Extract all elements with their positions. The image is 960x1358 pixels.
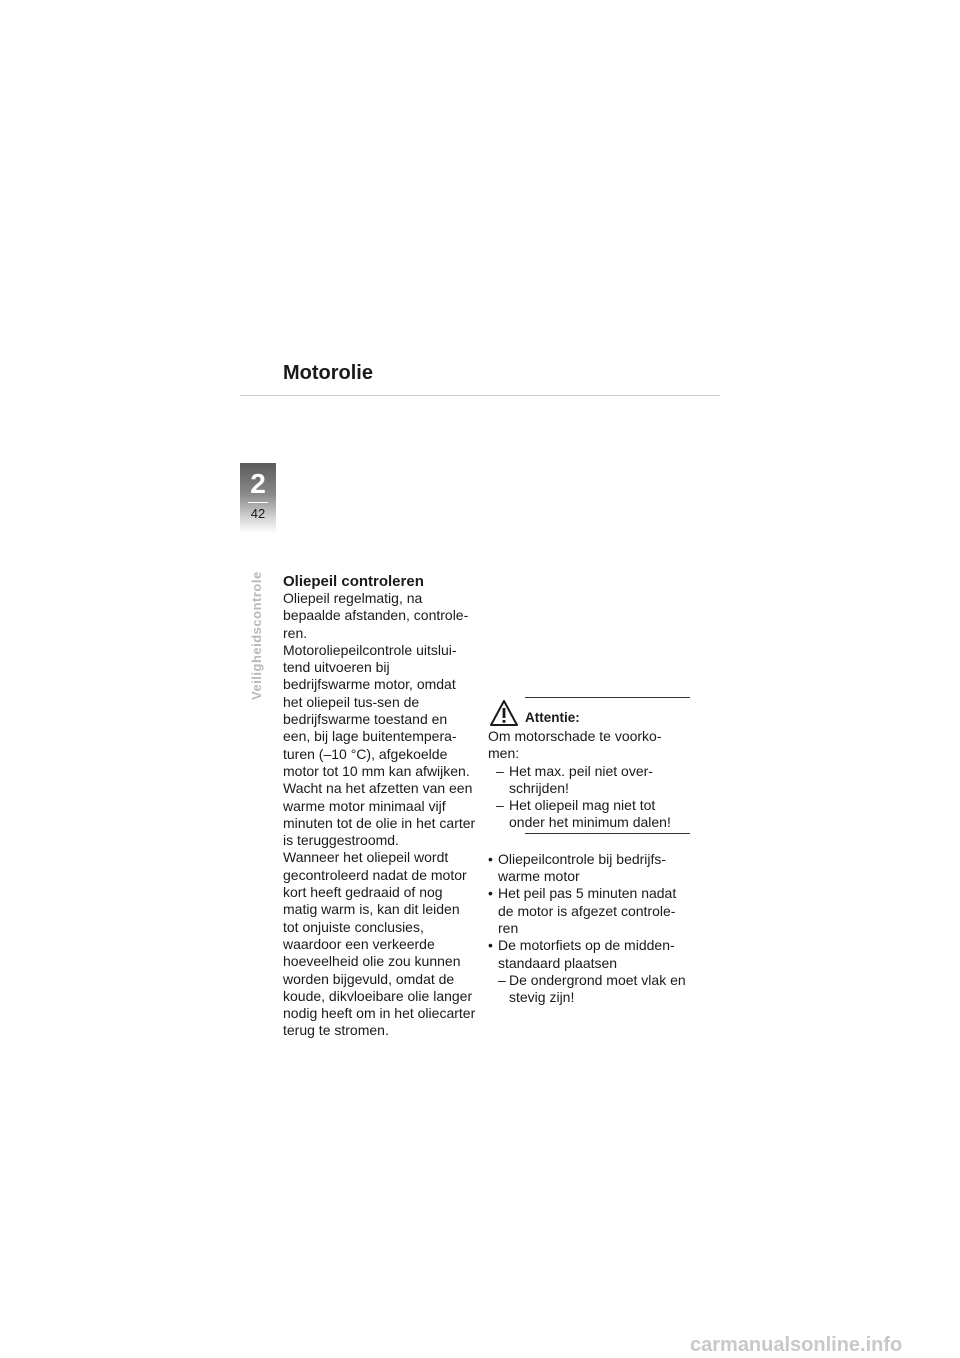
paragraph: Oliepeil regelmatig, na bepaalde afstanden, controle-ren. <box>283 590 469 641</box>
list-item: • Oliepeilcontrole bij bedrijfs-warme motor <box>488 850 667 885</box>
section-heading: Oliepeil controleren <box>283 573 424 590</box>
paragraph: Motoroliepeilcontrole uitslui-tend uitvoeren bij bedrijfswarme motor, omdat het oliepeil tus-sen de bedrijfswarme toestand en een, bij lage buitentempera-turen (–10 °C), afgekoelde motor tot 10 mm kan afwijken. <box>283 641 470 779</box>
chapter-divider <box>248 502 268 503</box>
left-column <box>283 573 478 1040</box>
title-divider <box>240 395 720 396</box>
list-item: • De motorfiets op de midden-standaard plaatsen <box>488 937 675 971</box>
sub-list-item: – De ondergrond moet vlak en stevig zijn! <box>498 971 686 1006</box>
paragraph: Wanneer het oliepeil wordt gecontroleerd nadat de motor kort heeft gedraaid of nog matig warm is, kan dit leiden tot onjuiste conclusies, waardoor een verkeerde hoeveelheid olie zou kunnen worden bijgevuld, omdat de koude, dikvloeibare olie langer nodig heeft om in het oliecarter terug te stromen. <box>283 849 476 1039</box>
page-number: 42 <box>250 506 266 521</box>
chapter-number: 2 <box>250 468 266 499</box>
warning-item: – Het oliepeil mag niet tot onder het minimum dalen! <box>496 797 671 831</box>
watermark: carmanualsonline.info <box>690 1334 903 1356</box>
warning-box <box>488 697 690 834</box>
warning-item: – Het max. peil niet over-schrijden! <box>496 762 653 796</box>
chapter-tab <box>240 463 276 533</box>
side-chapter-label: Veiligheidscontrole <box>249 571 264 700</box>
warning-intro: Om motorschade te voorko-men: <box>488 728 662 762</box>
paragraph: Wacht na het afzetten van een warme motor minimaal vijf minuten tot de olie in het carter is teruggestroomd. <box>283 780 476 849</box>
right-column <box>488 697 690 1006</box>
warning-header <box>488 698 690 728</box>
steps-list <box>488 851 690 1007</box>
list-item: • Het peil pas 5 minuten nadat de motor is afgezet controle-ren <box>488 885 677 936</box>
page-title: Motorolie <box>283 362 373 384</box>
warning-title: Attentie: <box>525 710 580 725</box>
warning-triangle-icon <box>490 700 518 726</box>
